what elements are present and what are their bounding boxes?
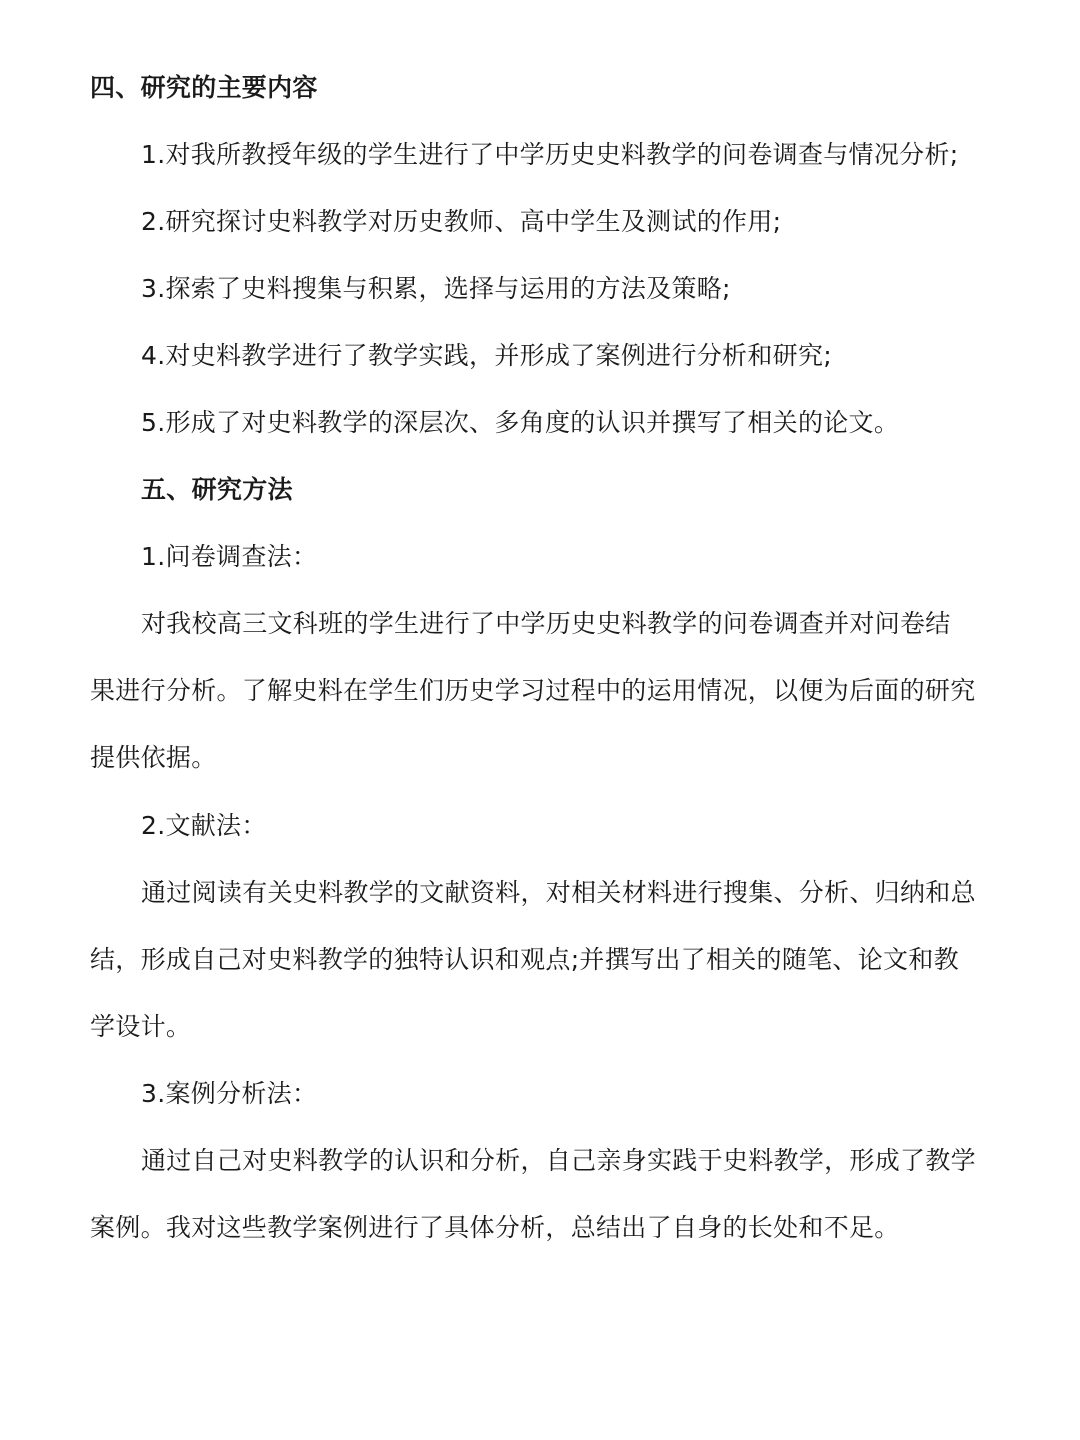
method-1-paragraph-line-1: 对我校高三文科班的学生进行了中学历史史料教学的问卷调查并对问卷结 xyxy=(141,609,951,638)
method-3-paragraph-line-2: 案例。我对这些教学案例进行了具体分析，总结出了自身的长处和不足。 xyxy=(90,1213,900,1242)
method-2-paragraph-line-2: 结，形成自己对史料教学的独特认识和观点;并撰写出了相关的随笔、论文和教 xyxy=(90,945,959,974)
section-4-item-3: 3.探索了史料搜集与积累，选择与运用的方法及策略; xyxy=(141,274,731,303)
section-5-heading: 五、研究方法 xyxy=(141,475,293,504)
section-4-item-5: 5.形成了对史料教学的深层次、多角度的认识并撰写了相关的论文。 xyxy=(141,408,900,437)
method-2-paragraph-line-3: 学设计。 xyxy=(90,1012,192,1041)
method-2-title: 2.文献法： xyxy=(141,811,267,840)
section-4-item-4: 4.对史料教学进行了教学实践，并形成了案例进行分析和研究; xyxy=(141,341,832,370)
method-3-title: 3.案例分析法： xyxy=(141,1079,318,1108)
method-2-paragraph-line-1: 通过阅读有关史料教学的文献资料，对相关材料进行搜集、分析、归纳和总 xyxy=(141,878,976,907)
section-4-item-2: 2.研究探讨史料教学对历史教师、高中学生及测试的作用; xyxy=(141,207,782,236)
method-1-title: 1.问卷调查法： xyxy=(141,542,318,571)
section-4-item-1: 1.对我所教授年级的学生进行了中学历史史料教学的问卷调查与情况分析; xyxy=(141,140,959,169)
section-4-heading: 四、研究的主要内容 xyxy=(90,73,318,102)
method-1-paragraph-line-3: 提供依据。 xyxy=(90,743,217,772)
method-3-paragraph-line-1: 通过自己对史料教学的认识和分析，自己亲身实践于史料教学，形成了教学 xyxy=(141,1146,976,1175)
method-1-paragraph-line-2: 果进行分析。了解史料在学生们历史学习过程中的运用情况，以便为后面的研究 xyxy=(90,676,976,705)
